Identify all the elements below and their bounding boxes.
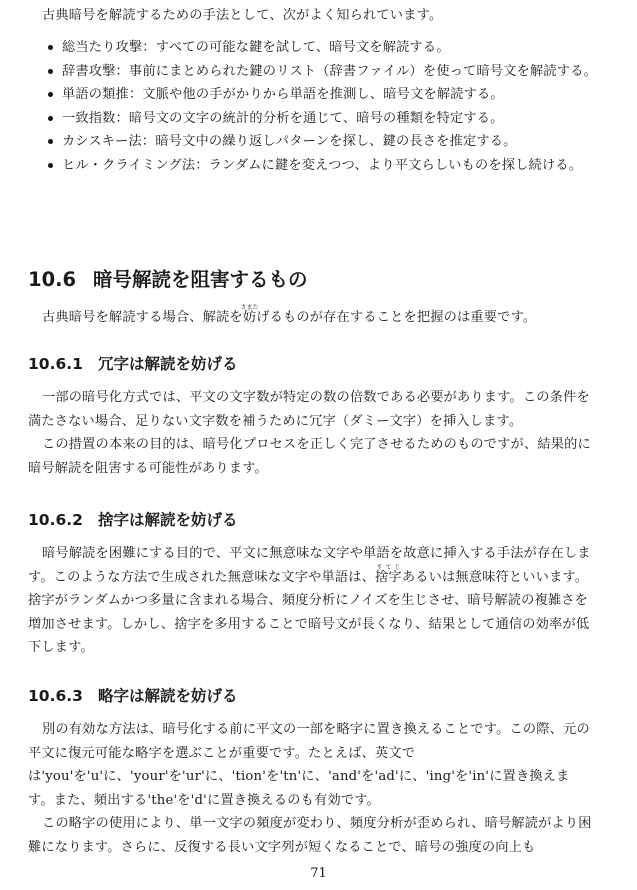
- bullet-icon: [48, 163, 53, 168]
- paragraph: この略字の使用により、単一文字の頻度が変わり、頻度分析が歪められ、暗号解読がより困難になります。さらに、反復する長い文字列が短くなることで、暗号の強度の向上も: [28, 816, 592, 855]
- list-item-text: 単語の類推：文脈や他の手がかりから単語を推測し、暗号文を解読する。: [62, 87, 504, 103]
- bullet-icon: [48, 139, 53, 144]
- list-item: [28, 154, 598, 178]
- furigana-base: 捨字: [375, 569, 402, 585]
- section-title: 暗号解読を阻害するもの: [93, 268, 308, 291]
- paragraph-text: 暗号解読を困難にする目的で、平文に無意味な文字や単語を故意に挿入する手法が存在します。このような方法で生成された無意味な文字や単語は、: [28, 546, 591, 585]
- list-item-text: 一致指数：暗号文の文字の統計的分析を通じて、暗号の種類を特定する。: [62, 110, 504, 126]
- subsection-number: 10.6.1: [28, 355, 83, 373]
- subsection-heading: [28, 352, 238, 374]
- section-intro-text: 古典暗号を解読する場合、解読を: [42, 310, 243, 325]
- subsection-heading: [28, 684, 238, 706]
- list-item: [28, 107, 598, 131]
- list-item-text: ヒル・クライミング法：ランダムに鍵を変えつつ、より平文らしいものを探し続ける。: [62, 157, 583, 173]
- paragraph-text-end: あるいは無意味符といいます。捨字がランダムかつ多量に含まれる場合、頻度分析にノイズを生じさせ、暗号解読の複雑さを増加させます。しかし、捨字を多用することで暗号文が長くなり、結果として通信の効率が低下します。: [28, 569, 590, 656]
- bullet-icon: [48, 116, 53, 121]
- paragraph: 別の有効な方法は、暗号化する前に平文の一部を略字に置き換えることです。この際、元の平文に復元可能な略字を選ぶことが重要です。たとえば、英文では'you'を'u'に、'your'を'ur'に、'tion'を'tn'に、'and'を'ad'に、'ing'を'in'に置き換えます。また、頻出する'the'を'd'に置き換えるのも有効です。: [28, 722, 590, 808]
- section-number: 10.6: [28, 268, 77, 291]
- cryptanalysis-methods-list: [28, 36, 598, 178]
- furigana: [240, 304, 259, 325]
- bullet-icon: [48, 45, 53, 50]
- list-item: [28, 83, 598, 107]
- intro-paragraph: 古典暗号を解読するための手法として、次がよく知られています。: [42, 8, 443, 23]
- section-heading: [28, 264, 308, 292]
- paragraph: この措置の本来の目的は、暗号化プロセスを正しく完了させるためのものですが、結果的に暗号解読を阻害する可能性があります。: [28, 437, 591, 476]
- furigana-reading: すてじ: [375, 563, 402, 571]
- page-number: 71: [310, 866, 327, 881]
- furigana-base: 妨: [240, 310, 259, 325]
- subsection-title: 捨字は解読を妨げる: [98, 511, 238, 529]
- list-item: [28, 60, 598, 84]
- furigana-reading: さまた: [240, 304, 259, 311]
- paragraph: [28, 542, 593, 660]
- bullet-icon: [48, 69, 53, 74]
- subsection-title: 冗字は解読を妨げる: [98, 355, 238, 373]
- paragraph: 一部の暗号化方式では、平文の文字数が特定の数の倍数である必要があります。この条件を満たさない場合、足りない文字数を補うために冗字（ダミー文字）を挿入します。: [28, 390, 590, 429]
- list-item: [28, 36, 598, 60]
- list-item-text: 辞書攻撃：事前にまとめられた鍵のリスト（辞書ファイル）を使って暗号文を解読する。: [62, 63, 597, 79]
- section-intro-text-end: げるものが存在することを把握のは重要です。: [256, 310, 537, 325]
- list-item: [28, 130, 598, 154]
- section-intro-paragraph: [28, 304, 593, 330]
- furigana: [375, 563, 402, 585]
- subsection-heading: [28, 508, 238, 530]
- list-item-text: カシスキー法：暗号文中の繰り返しパターンを探し、鍵の長さを推定する。: [62, 134, 517, 150]
- subsection-number: 10.6.3: [28, 687, 83, 705]
- subsection-number: 10.6.2: [28, 511, 83, 529]
- list-item-text: 総当たり攻撃：すべての可能な鍵を試して、暗号文を解読する。: [62, 40, 450, 55]
- bullet-icon: [48, 92, 53, 97]
- subsection-title: 略字は解読を妨げる: [98, 687, 238, 705]
